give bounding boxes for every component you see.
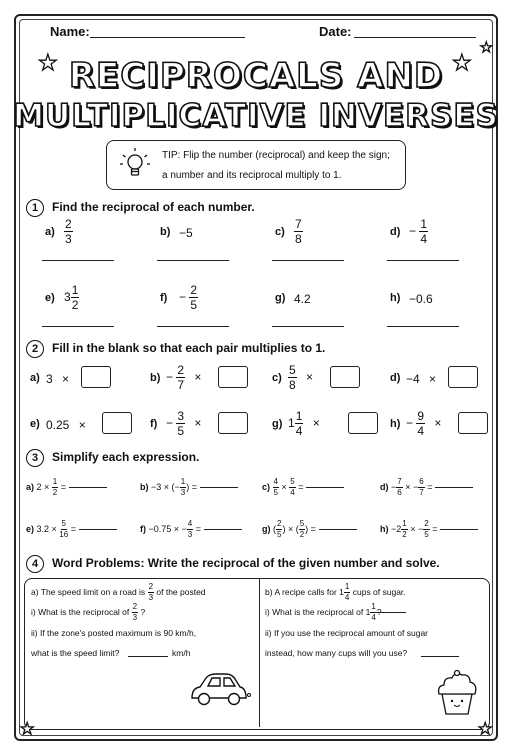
item-label: a): [45, 226, 55, 238]
section-number: 1: [26, 199, 44, 217]
problem-b-question1: i) What is the reciprocal of 1 $\frac{1}{4}$ ?: [265, 602, 382, 622]
expression: c) $\frac{4}{5}$ × $\frac{5}{4}$ =: [262, 478, 344, 497]
fraction: $\frac{2}{7}$: [177, 363, 185, 392]
item-label: a): [30, 372, 40, 384]
unit-label: km/h: [172, 648, 191, 658]
name-field[interactable]: [90, 37, 245, 38]
fraction: $\frac{2}{3}$: [65, 217, 72, 246]
answer-box[interactable]: [330, 366, 360, 388]
section-number: 3: [26, 449, 44, 467]
page-title-line1: RECIPROCALS AND: [68, 56, 444, 96]
number-value: 4.2: [294, 292, 311, 306]
fraction: $\frac{4}{3}$: [187, 519, 193, 539]
answer-line[interactable]: [435, 487, 473, 488]
fraction: $\frac{5}{8}$: [289, 363, 296, 392]
expression: f) −0.75 × − $\frac{4}{3}$ =: [140, 520, 242, 539]
fraction: $\frac{2}{5}$: [277, 519, 282, 539]
divider: [259, 579, 260, 727]
item-label: f): [150, 418, 158, 430]
fraction: $\frac{5}{2}$: [299, 519, 305, 539]
number-value: 1 $\frac{1}{4}$: [288, 409, 303, 438]
answer-line[interactable]: [440, 529, 478, 530]
fraction: $\frac{5}{16}$: [59, 519, 69, 539]
answer-box[interactable]: [448, 366, 478, 388]
fraction: $\frac{1}{4}$: [295, 409, 303, 438]
answer-line[interactable]: [200, 487, 238, 488]
date-field[interactable]: [354, 37, 476, 38]
name-label: Name:: [50, 24, 90, 39]
problem-a-question2: ii) If the zone's posted maximum is 90 km/h,: [31, 628, 197, 638]
item-label: d): [390, 226, 401, 238]
section-number: 2: [26, 340, 44, 358]
fraction: $\frac{3}{5}$: [177, 409, 185, 438]
problem-a-question2-cont: what is the speed limit?: [31, 648, 120, 658]
item-label: g): [272, 418, 283, 430]
number-value: − $\frac{2}{7}$: [166, 363, 185, 392]
answer-line[interactable]: [42, 326, 114, 327]
answer-line[interactable]: [79, 529, 117, 530]
item-label: b): [160, 226, 171, 238]
answer-line[interactable]: [421, 656, 459, 657]
answer-line[interactable]: [387, 326, 459, 327]
number-value: [294, 217, 303, 246]
number-value: −4: [406, 372, 420, 386]
fraction: $\frac{7}{6}$: [397, 477, 402, 497]
star-icon: ★: [480, 39, 493, 55]
star-icon: ★: [38, 50, 58, 75]
fraction: $\frac{6}{7}$: [419, 477, 424, 497]
date-label: Date:: [319, 24, 352, 39]
item-label: e): [45, 292, 55, 304]
car-icon: [186, 668, 252, 710]
number-value: −0.6: [409, 292, 433, 306]
number-value: − $\frac{1}{4}$: [409, 217, 428, 246]
item-label: e): [30, 418, 40, 430]
answer-box[interactable]: [102, 412, 132, 434]
answer-line[interactable]: [272, 326, 344, 327]
fraction: $\frac{4}{5}$: [273, 477, 278, 497]
fraction: $\frac{5}{4}$: [290, 477, 295, 497]
cupcake-icon: [434, 668, 480, 718]
number-value: 3: [46, 372, 53, 386]
section-title: Word Problems: Write the reciprocal of the given number and solve.: [52, 556, 440, 570]
number-value: 3 $\frac{1}{2}$: [64, 283, 79, 312]
problem-b-question2-cont: instead, how many cups will you use?: [265, 648, 408, 658]
expression: b) −3 × (− $\frac{1}{3}$ ) =: [140, 478, 238, 497]
answer-line[interactable]: [42, 260, 114, 261]
lightbulb-icon: [118, 146, 152, 184]
number-value: −5: [179, 226, 193, 240]
problem-a-question1: i) What is the reciprocal of $\frac{2}{3}$ ?: [31, 602, 146, 622]
item-label: c): [272, 372, 282, 384]
tip-line1: TIP: Flip the number (reciprocal) and keep the sign;: [162, 150, 390, 161]
number-value: − $\frac{3}{5}$: [166, 409, 185, 438]
answer-box[interactable]: [81, 366, 111, 388]
number-value: [64, 217, 73, 246]
expression: h) −2 $\frac{1}{2}$ × − $\frac{2}{5}$ =: [380, 520, 478, 539]
item-label: d): [390, 372, 401, 384]
section-title: Find the reciprocal of each number.: [52, 200, 255, 214]
answer-box[interactable]: [218, 366, 248, 388]
fraction: $\frac{2}{5}$: [190, 283, 198, 312]
item-label: b): [150, 372, 161, 384]
item-label: f): [160, 292, 168, 304]
answer-line[interactable]: [374, 612, 406, 613]
number-value: [288, 363, 297, 392]
number-value: 0.25: [46, 418, 70, 432]
answer-line[interactable]: [69, 487, 107, 488]
fraction: $\frac{2}{5}$: [424, 519, 429, 539]
star-icon: ★: [452, 50, 472, 75]
section-number: 4: [26, 555, 44, 573]
fraction: $\frac{1}{2}$: [402, 519, 407, 539]
answer-line[interactable]: [157, 260, 229, 261]
fraction: $\frac{1}{3}$: [180, 477, 186, 497]
answer-line[interactable]: [387, 260, 459, 261]
problem-b-line1: b) A recipe calls for 1 $\frac{1}{4}$ cups of sugar.: [265, 582, 406, 602]
expression: g) ( $\frac{2}{5}$ ) × ( $\frac{5}{2}$ ) =: [262, 520, 357, 539]
star-icon: ★: [20, 721, 35, 738]
section-title: Fill in the blank so that each pair multiplies to 1.: [52, 341, 326, 355]
expression: d) − $\frac{7}{6}$ × − $\frac{6}{7}$ =: [380, 478, 473, 497]
answer-line[interactable]: [128, 656, 168, 657]
answer-line[interactable]: [272, 260, 344, 261]
answer-box[interactable]: [348, 412, 378, 434]
fraction: $\frac{1}{2}$: [52, 477, 58, 497]
star-icon: ★: [478, 721, 493, 738]
tip-line2: a number and its reciprocal multiply to 1.: [162, 170, 342, 181]
number-value: − $\frac{2}{5}$: [179, 283, 198, 312]
answer-line[interactable]: [204, 529, 242, 530]
section-title: Simplify each expression.: [52, 450, 200, 464]
fraction: $\frac{9}{4}$: [417, 409, 425, 438]
answer-line[interactable]: [319, 529, 357, 530]
answer-line[interactable]: [157, 326, 229, 327]
problem-a-line1: a) The speed limit on a road is $\frac{2}{3}$ of the posted: [31, 582, 206, 602]
number-value: − $\frac{9}{4}$: [406, 409, 425, 438]
item-label: h): [390, 292, 401, 304]
item-label: c): [275, 226, 285, 238]
expression: e) 3.2 × $\frac{5}{16}$ =: [26, 520, 117, 539]
fraction: $\frac{1}{2}$: [71, 283, 79, 312]
fraction: $\frac{1}{4}$: [420, 217, 428, 246]
item-label: h): [390, 418, 401, 430]
answer-line[interactable]: [306, 487, 344, 488]
expression: a) 2 × $\frac{1}{2}$ =: [26, 478, 107, 497]
answer-box[interactable]: [218, 412, 248, 434]
fraction: $\frac{7}{8}$: [295, 217, 302, 246]
problem-b-question2: ii) If you use the reciprocal amount of sugar: [265, 628, 428, 638]
answer-box[interactable]: [458, 412, 488, 434]
page-title-line2: MULTIPLICATIVE INVERSES: [13, 98, 499, 134]
item-label: g): [275, 292, 286, 304]
